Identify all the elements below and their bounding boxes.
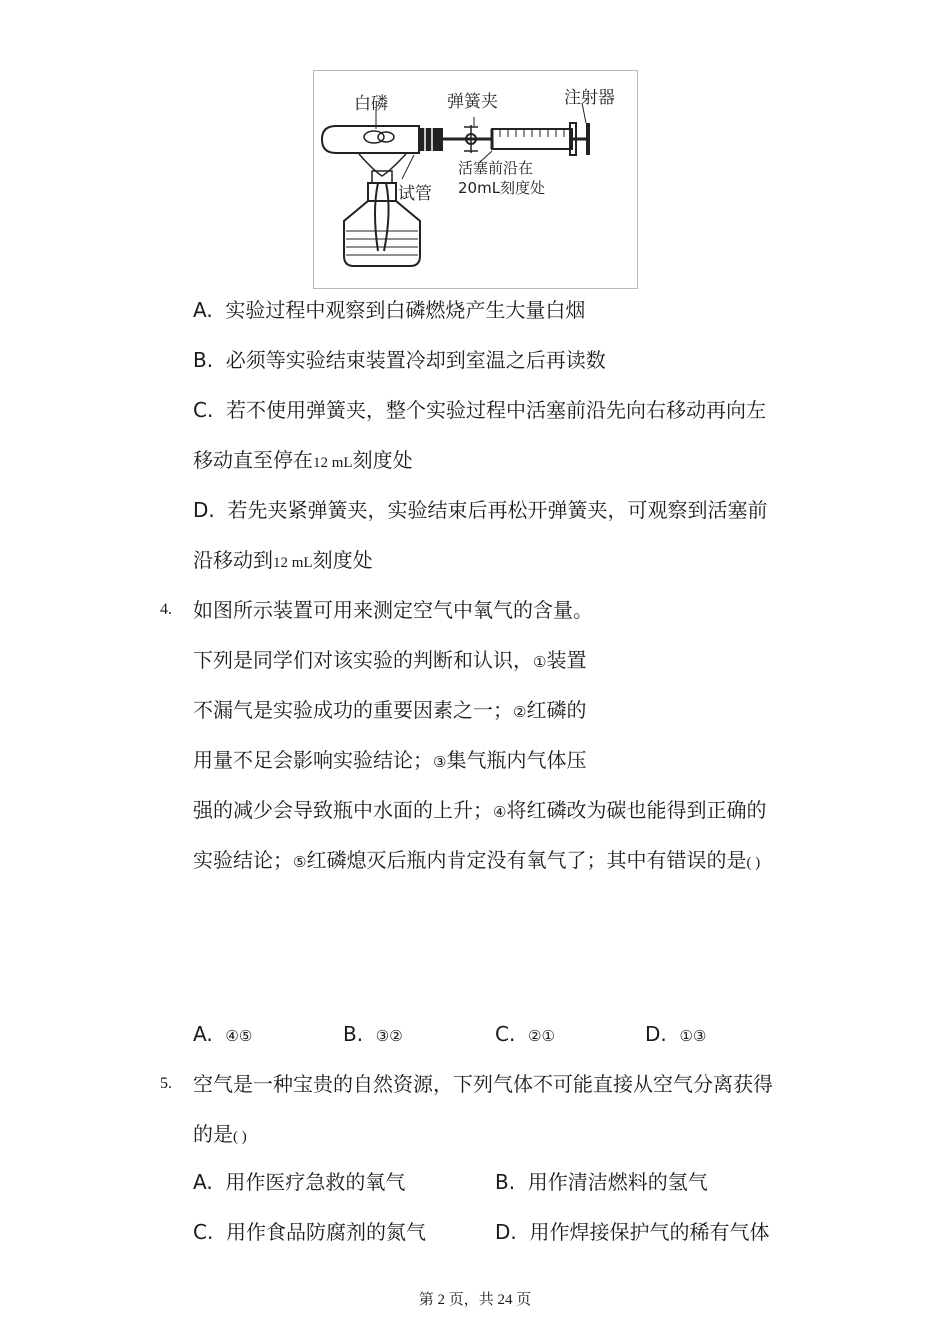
option-text: 移动直至停在	[193, 448, 313, 472]
option-value: ③②	[375, 1027, 403, 1045]
option-letter: B.	[193, 348, 214, 372]
q4-text: 不漏气是实验成功的重要因素之一；	[193, 698, 513, 722]
option-value: ④⑤	[225, 1027, 253, 1045]
label-syringe: 注射器	[564, 88, 615, 108]
option-text: 用作医疗急救的氧气	[225, 1170, 406, 1194]
option-letter: D.	[193, 498, 215, 522]
q4-text: 实验结论；	[193, 848, 293, 872]
option-text: 刻度处	[312, 548, 373, 572]
apparatus-figure	[313, 70, 638, 289]
option-letter: B.	[343, 1022, 364, 1046]
q4-line-4	[193, 748, 586, 774]
option-text: 用作焊接保护气的稀有气体	[529, 1220, 770, 1244]
answer-paren: ( )	[746, 855, 761, 871]
option-letter: C.	[193, 398, 214, 422]
option-text: 必须等实验结束装置冷却到室温之后再读数	[225, 348, 606, 372]
option-text: 沿移动到	[193, 548, 273, 572]
option-text: 若不使用弹簧夹，整个实验过程中活塞前沿先向右移动再向左	[226, 398, 767, 422]
circled-number: ①	[533, 653, 547, 671]
q4-line-3	[193, 698, 586, 724]
option-letter: A.	[193, 1022, 213, 1046]
page-footer: 第 2 页，共 24 页	[418, 1292, 532, 1308]
q5-line-2	[193, 1122, 247, 1149]
option-text: 用作清洁燃料的氢气	[527, 1170, 708, 1194]
q3-option-a	[193, 298, 585, 322]
q4-number: 4.	[160, 601, 172, 618]
option-letter: D.	[495, 1220, 517, 1244]
q3-option-c-cont	[193, 448, 413, 475]
q5-option-d	[495, 1220, 769, 1244]
circled-number: ③	[433, 753, 447, 771]
q5-text: 的是	[193, 1122, 233, 1146]
option-text: 实验过程中观察到白磷燃烧产生大量白烟	[225, 298, 586, 322]
q3-option-b	[193, 348, 606, 372]
q4-text: 下列是同学们对该实验的判断和认识，	[193, 648, 533, 672]
q4-text: 装置	[546, 648, 587, 672]
option-letter: A.	[193, 298, 213, 322]
label-test-tube: 试管	[398, 184, 432, 204]
q5-option-b	[495, 1170, 708, 1194]
option-letter: C.	[193, 1220, 214, 1244]
circled-number: ②	[513, 703, 527, 721]
option-value: ①③	[679, 1027, 707, 1045]
q4-option-c	[495, 1022, 555, 1048]
option-letter: A.	[193, 1170, 213, 1194]
option-text: 若先夹紧弹簧夹，实验结束后再松开弹簧夹，可观察到活塞前	[227, 498, 768, 522]
volume-value: 12 mL	[313, 455, 353, 471]
q4-text: 红磷熄灭后瓶内肯定没有氧气了；其中有错误的是	[306, 848, 747, 872]
q4-text: 强的减少会导致瓶中水面的上升；	[193, 798, 493, 822]
label-piston-line1: 活塞前沿在	[458, 159, 534, 177]
q4-option-d	[645, 1022, 706, 1048]
circled-number: ⑤	[293, 853, 307, 871]
label-spring-clip: 弹簧夹	[447, 92, 498, 112]
q4-option-a	[193, 1022, 252, 1048]
option-letter: C.	[495, 1022, 516, 1046]
circled-number: ④	[493, 803, 507, 821]
q4-line-1: 如图所示装置可用来测定空气中氧气的含量。	[193, 598, 593, 622]
q5-option-a	[193, 1170, 405, 1194]
q5-option-c	[193, 1220, 426, 1244]
q4-line-2	[193, 648, 586, 674]
q4-text: 集气瓶内气体压	[446, 748, 587, 772]
label-white-phosphorus: 白磷	[354, 94, 388, 114]
label-piston-line2: 20mL刻度处	[458, 179, 546, 197]
q4-line-5	[193, 798, 766, 824]
q3-option-c	[193, 398, 766, 422]
q4-line-6	[193, 848, 760, 875]
q5-number: 5.	[160, 1075, 172, 1092]
option-letter: B.	[495, 1170, 516, 1194]
option-text: 用作食品防腐剂的氮气	[226, 1220, 427, 1244]
q3-option-d-cont	[193, 548, 373, 575]
option-text: 刻度处	[352, 448, 413, 472]
answer-paren: ( )	[233, 1129, 247, 1145]
option-value: ②①	[528, 1027, 555, 1045]
volume-value: 12 mL	[273, 555, 313, 571]
q4-text: 将红磷改为碳也能得到正确的	[506, 798, 767, 822]
q4-text: 红磷的	[526, 698, 587, 722]
q4-option-b	[343, 1022, 403, 1048]
q4-text: 用量不足会影响实验结论；	[193, 748, 433, 772]
q5-line-1: 空气是一种宝贵的自然资源，下列气体不可能直接从空气分离获得	[193, 1072, 773, 1096]
q3-option-d	[193, 498, 767, 522]
option-letter: D.	[645, 1022, 667, 1046]
